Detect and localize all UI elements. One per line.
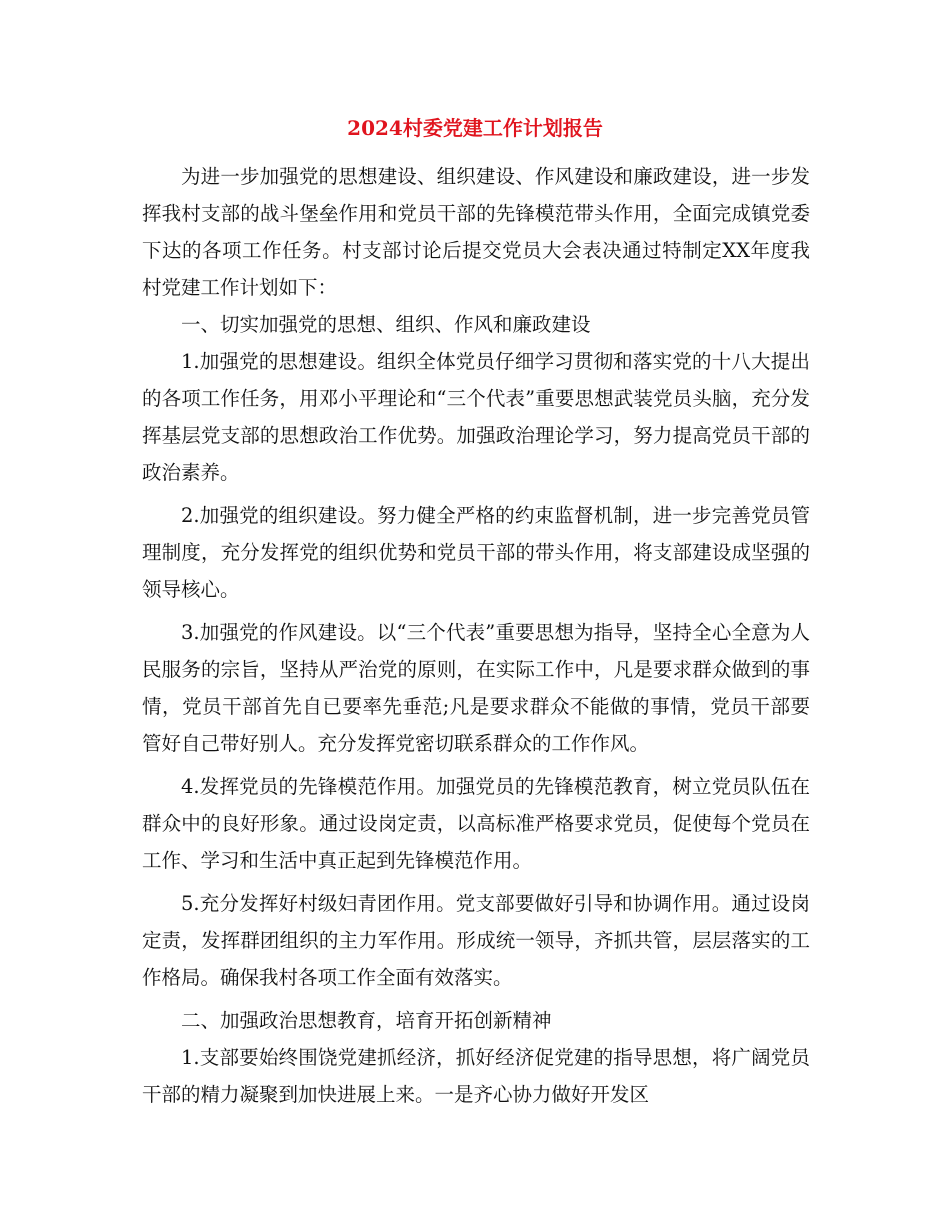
document-title: 2024村委党建工作计划报告 [347,116,603,140]
section-heading-1: 一、切实加强党的思想、组织、作风和廉政建设 [181,313,591,336]
paragraph-1-4: 4.发挥党员的先锋模范作用。加强党员的先锋模范教育，树立党员队伍在群众中的良好形象。通过设岗定责，以高标准严格要求党员，促使每个党员在工作、学习和生活中真正起到先锋模范作用。 [142,775,810,872]
paragraph-1-3: 3.加强党的作风建设。以“三个代表”重要思想为指导，坚持全心全意为人民服务的宗旨，坚持从严治党的原则，在实际工作中，凡是要求群众做到的事情，党员干部首先自已要率先垂范;凡是要求群众不能做的事情，党员干部要管好自己带好别人。充分发挥党密切联系群众的工作作风。 [142,621,810,755]
paragraph-2-1: 1.支部要始终围饶党建抓经济，抓好经济促党建的指导思想，将广阔党员干部的精力凝聚到加快进展上来。一是齐心协力做好开发区 [142,1046,810,1106]
paragraph-1-2: 2.加强党的组织建设。努力健全严格的约束监督机制，进一步完善党员管理制度，充分发挥党的组织优势和党员干部的带头作用，将支部建设成坚强的领导核心。 [142,504,810,601]
intro-paragraph: 为进一步加强党的思想建设、组织建设、作风建设和廉政建设，进一步发挥我村支部的战斗堡垒作用和党员干部的先锋模范带头作用，全面完成镇党委下达的各项工作任务。村支部讨论后提交党员大会表决通过特制定XX年度我村党建工作计划如下： [142,165,810,299]
document-body [142,158,810,1119]
section-heading-2: 二、加强政治思想教育，培育开拓创新精神 [181,1009,552,1032]
paragraph-1-1: 1.加强党的思想建设。组织全体党员仔细学习贯彻和落实党的十八大提出的各项工作任务，用邓小平理论和“三个代表”重要思想武装党员头脑，充分发挥基层党支部的思想政治工作优势。加强政治理论学习，努力提高党员干部的政治素养。 [142,350,810,484]
paragraph-1-5: 5.充分发挥好村级妇青团作用。党支部要做好引导和协调作用。通过设岗定责，发挥群团组织的主力军作用。形成统一领导，齐抓共管，层层落实的工作格局。确保我村各项工作全面有效落实。 [142,892,810,989]
